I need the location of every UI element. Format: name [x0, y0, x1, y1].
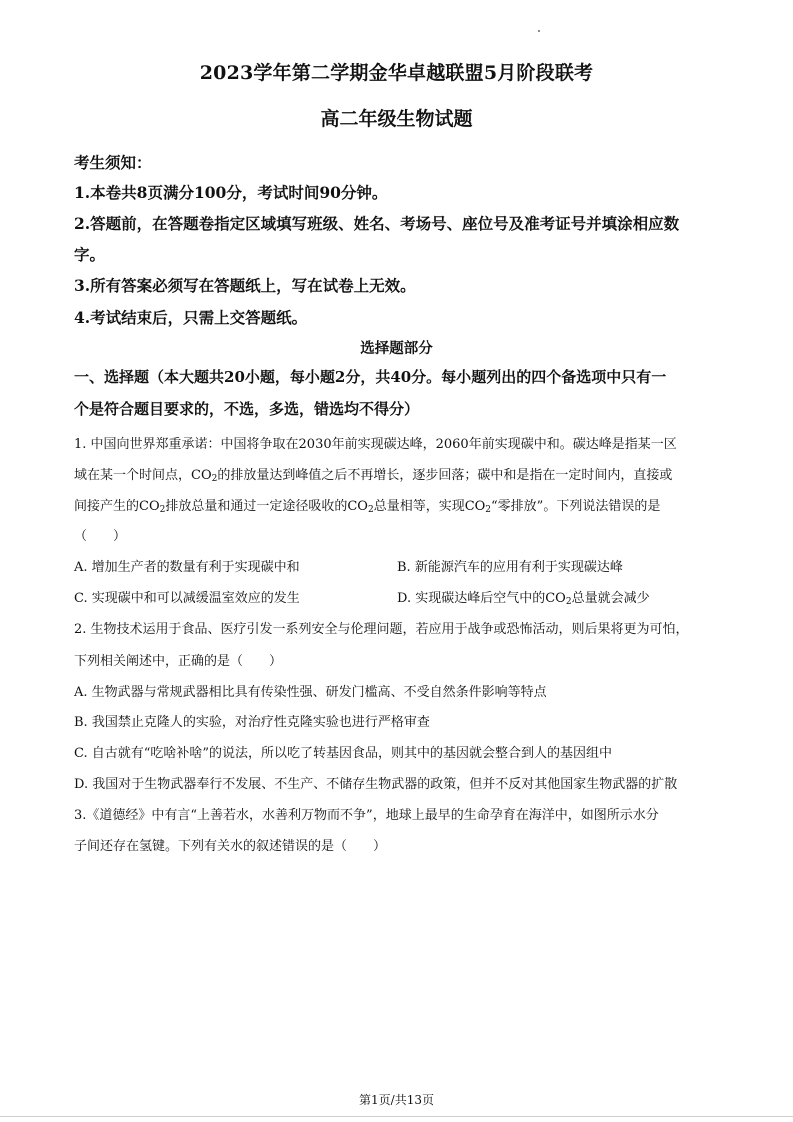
scan-dot	[538, 30, 540, 32]
q3-line-1: 3.《道德经》中有言“上善若水，水善利万物而不争”，地球上最早的生命孕育在海洋中，如图所示水分	[74, 808, 659, 823]
q2-option-d[interactable]: D. 我国对于生物武器奉行不发展、不生产、不储存生物武器的政策，但并不反对其他国家生物武器的扩散	[74, 777, 678, 792]
q1-option-a[interactable]: A. 增加生产者的数量有利于实现碳中和	[74, 560, 300, 575]
notice-heading: 考生须知：	[74, 153, 152, 172]
q2-option-b[interactable]: B. 我国禁止克隆人的实验，对治疗性克隆实验也进行严格审查	[74, 715, 430, 730]
section-instruction-1: 一、选择题（本大题共20小题，每小题2分，共40分。每小题列出的四个备选项中只有一	[74, 368, 667, 386]
notice-item-2-cont: 字。	[74, 245, 106, 264]
notice-item-4: 4.考试结束后，只需上交答题纸。	[74, 308, 308, 327]
exam-title: 2023学年第二学期金华卓越联盟5月阶段联考	[199, 62, 594, 84]
q1-option-b[interactable]: B. 新能源汽车的应用有利于实现碳达峰	[397, 560, 623, 575]
notice-item-3: 3.所有答案必须写在答题纸上，写在试卷上无效。	[74, 276, 416, 295]
bottom-divider	[0, 1116, 793, 1117]
notice-item-1: 1.本卷共8页满分100分，考试时间90分钟。	[74, 183, 388, 202]
section-instruction-2: 个是符合题目要求的，不选，多选，错选均不得分）	[74, 400, 420, 418]
q1-option-c[interactable]: C. 实现碳中和可以减缓温室效应的发生	[74, 591, 300, 606]
q1-option-d[interactable]: D. 实现碳达峰后空气中的$CO_2$总量就会减少	[397, 591, 650, 607]
exam-subtitle: 高二年级生物试题	[320, 108, 473, 130]
q2-line-2: 下列相关阐述中，正确的是（ ）	[74, 654, 283, 669]
q2-option-c[interactable]: C. 自古就有“吃啥补啥”的说法，所以吃了转基因食品，则其中的基因就会整合到人的基因组中	[74, 746, 613, 761]
section-title: 选择题部分	[360, 340, 433, 357]
q1-line-1: 1. 中国向世界郑重承诺：中国将争取在2030年前实现碳达峰，2060年前实现碳中和。碳达峰是指某一区	[74, 437, 677, 452]
q2-line-1: 2. 生物技术运用于食品、医疗引发一系列安全与伦理问题，若应用于战争或恐怖活动，则后果将更为可怕，	[74, 622, 689, 637]
q1-line-4: （ ）	[74, 529, 127, 544]
q3-line-2: 子间还存在氢键。下列有关水的叙述错误的是（ ）	[74, 839, 387, 854]
q1-line-3: 间接产生的$CO_2$排放总量和通过一定途径吸收的$CO_2$总量相等，实现$CO_2“$零排放”。下列说法错误的是	[74, 499, 661, 515]
page-number: 第1页/共13页	[359, 1093, 434, 1107]
notice-item-2: 2.答题前，在答题卷指定区域填写班级、姓名、考场号、座位号及准考证号并填涂相应数	[74, 214, 680, 233]
q2-option-a[interactable]: A. 生物武器与常规武器相比具有传染性强、研发门槛高、不受自然条件影响等特点	[74, 685, 547, 700]
q1-line-2: 域在某一个时间点，$CO_2$的排放量达到峰值之后不再增长，逐步回落；碳中和是指在一定时间内，直接或	[74, 468, 673, 484]
